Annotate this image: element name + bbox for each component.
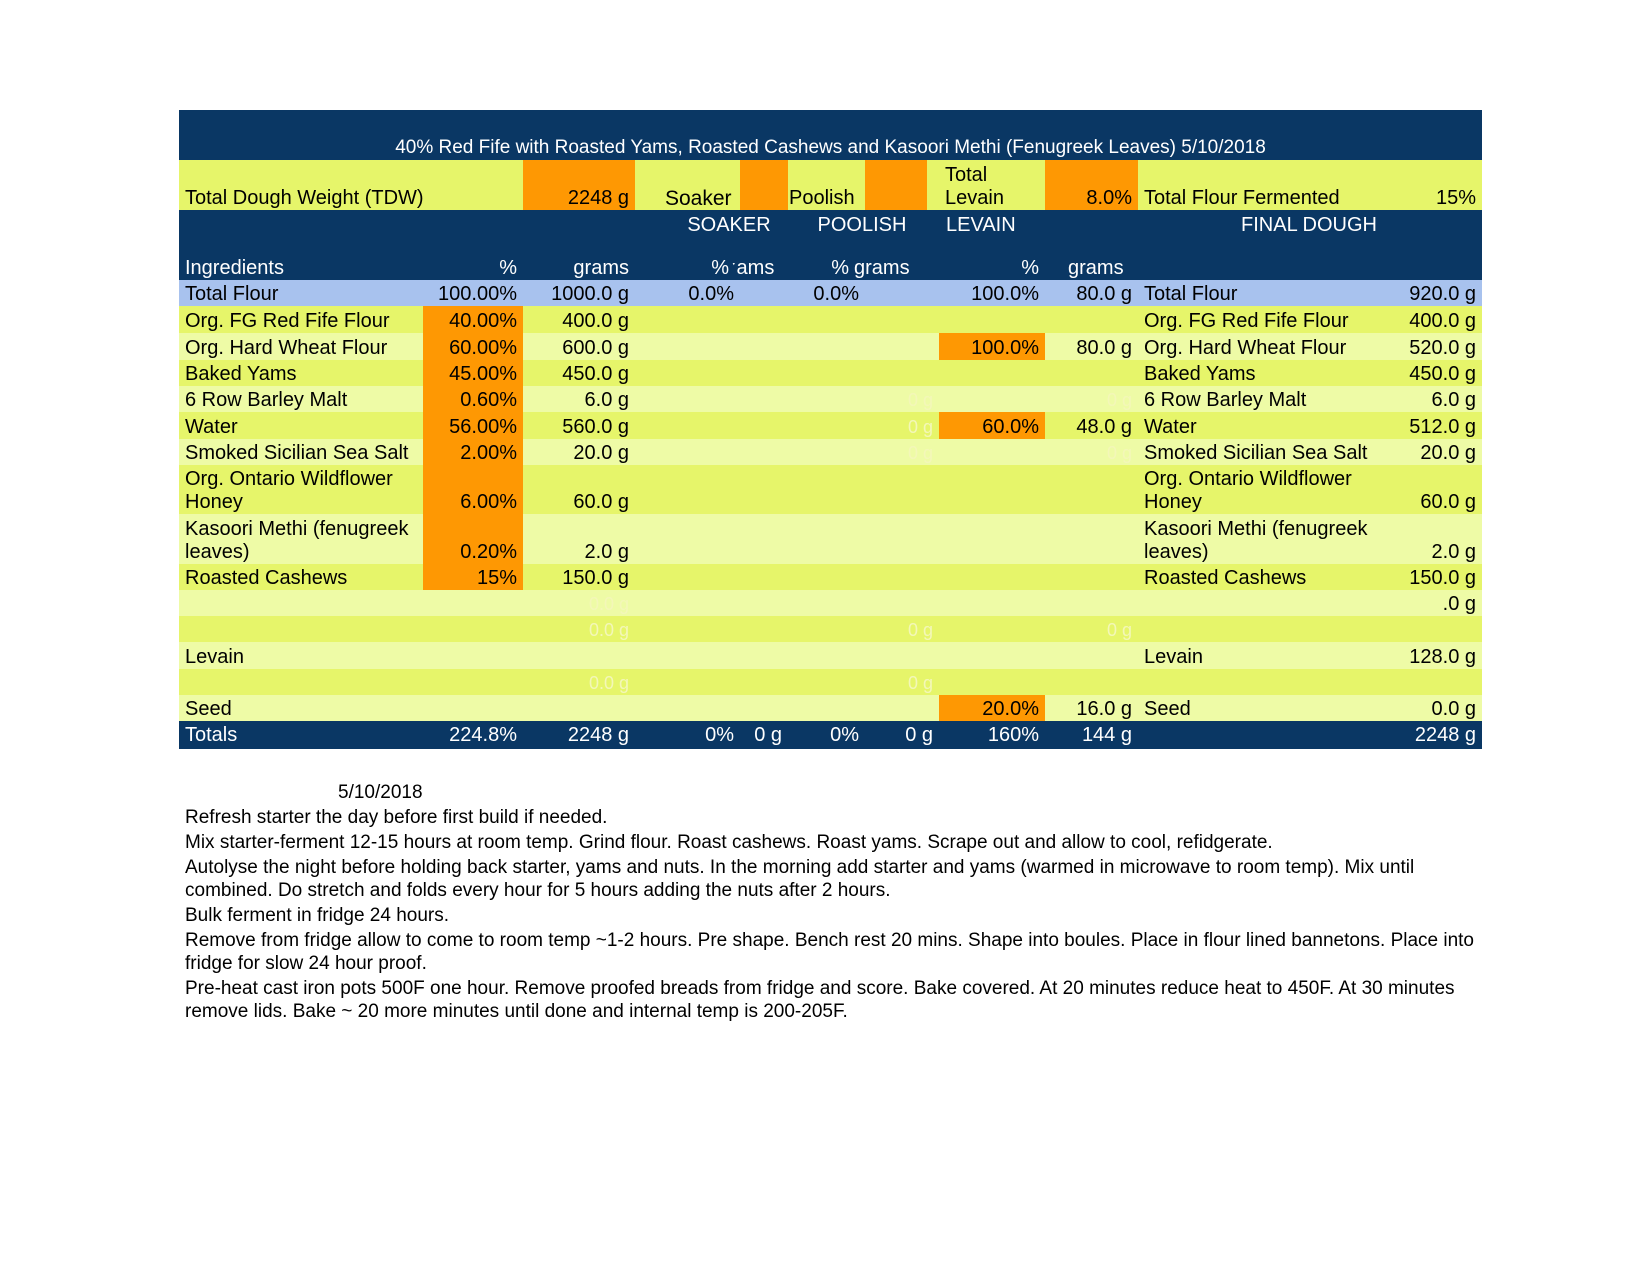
note-line: Autolyse the night before holding back starter, yams and nuts. In the morning add starter and yams (warmed in microwave to room temp). Mix until combined. Do stretch and folds every hour for 5 hours adding the nuts after 2 hours. (185, 857, 1415, 901)
cell-f-name: Org. Hard Wheat Flour (1144, 337, 1347, 359)
cell-f-name: Water (1144, 416, 1197, 438)
cell-pct[interactable]: 45.00% (423, 360, 523, 386)
cell-f-g: 2.0 g (1431, 541, 1476, 563)
cell-f-name: 6 Row Barley Malt (1144, 389, 1307, 411)
totals-poolish-grams: 0 g (905, 723, 933, 746)
cell-s-pct: 0.0% (688, 283, 734, 305)
table-row (179, 514, 1482, 564)
cell-f-name: Roasted Cashews (1144, 567, 1307, 589)
cell-p-pct: 0.0% (813, 283, 859, 305)
table-row (179, 616, 1482, 642)
cell-grams: 20.0 g (573, 442, 629, 464)
cell-pct[interactable]: 40.00% (423, 306, 523, 333)
levain-header: LEVAIN (946, 214, 1016, 236)
totals-final-grams: 2248 g (1414, 723, 1476, 746)
totals-levain-grams: 144 g (1081, 723, 1132, 746)
cell-name: Baked Yams (185, 363, 297, 385)
section-header-row (179, 210, 1482, 280)
note-line: Refresh starter the day before first build if needed. (185, 807, 608, 828)
cell-f-name: Kasoori Methi (fenugreek leaves) (1144, 518, 1368, 563)
table-row (179, 306, 1482, 333)
cell-f-name (1138, 669, 1388, 695)
cell-pct (423, 616, 523, 642)
cell-l-g: 80.0 g (1076, 283, 1132, 305)
cell-name (179, 590, 423, 616)
cell-p-g: 0 g (907, 620, 933, 640)
cell-pct (423, 590, 523, 616)
soaker-label: Soaker (665, 187, 732, 210)
poolish-grams-header: grams (854, 257, 910, 279)
cell-name: Kasoori Methi (fenugreek leaves) (185, 518, 409, 563)
note-line: Bulk ferment in fridge 24 hours. (185, 905, 450, 926)
table-row (179, 439, 1482, 465)
table-row (179, 669, 1482, 695)
cell-f-name: Smoked Sicilian Sea Salt (1144, 442, 1368, 464)
table-row (179, 465, 1482, 514)
poolish-header: POOLISH (817, 214, 907, 236)
cell-grams: 2.0 g (584, 541, 629, 563)
ingredients-header: Ingredients (185, 257, 284, 279)
cell-pct[interactable]: 2.00% (423, 439, 523, 465)
cell-l-g: 16.0 g (1076, 698, 1132, 720)
cell-grams: 560.0 g (562, 416, 629, 438)
table-row (179, 386, 1482, 412)
cell-l-g: 0 g (1106, 390, 1132, 410)
cell-pct (423, 695, 523, 721)
cell-grams: 0.0 g (588, 673, 629, 693)
levain-label: Total Levain (945, 164, 1004, 209)
recipe-title: 40% Red Fife with Roasted Yams, Roasted Cashews and Kasoori Methi (Fenugreek Leaves) 5/10/2018 (179, 110, 1482, 160)
cell-pct (423, 669, 523, 695)
cell-grams: 400.0 g (562, 310, 629, 332)
cell-l-pct[interactable]: 20.0% (939, 695, 1045, 721)
table-row (179, 333, 1482, 360)
cell-f-g: 0.0 g (1431, 698, 1476, 720)
cell-f-g: 6.0 g (1431, 389, 1476, 411)
cell-name: Smoked Sicilian Sea Salt (185, 442, 409, 464)
cell-pct[interactable]: 0.20% (423, 514, 523, 564)
cell-name: Org. FG Red Fife Flour (185, 310, 390, 332)
cell-f-name: Total Flour (1144, 283, 1238, 305)
poolish-input[interactable] (865, 160, 927, 210)
cell-p-g: 0 g (907, 390, 933, 410)
cell-f-g (1388, 669, 1482, 695)
cell-l-pct[interactable]: 60.0% (939, 412, 1045, 439)
cell-l-pct[interactable]: 100.0% (939, 333, 1045, 360)
cell-name (179, 616, 423, 642)
levain-grams-header: grams (1068, 257, 1124, 279)
poolish-pct-header: % (831, 257, 849, 279)
cell-grams: 150.0 g (562, 567, 629, 589)
cell-name: Roasted Cashews (185, 567, 348, 589)
table-row (179, 564, 1482, 590)
cell-f-g (1388, 616, 1482, 642)
tdw-label: Total Dough Weight (TDW) (185, 187, 424, 209)
cell-f-g: 128.0 g (1409, 646, 1476, 668)
notes-date: 5/10/2018 (338, 782, 423, 803)
totals-label: Totals (185, 723, 238, 746)
cell-name: Org. Ontario Wildflower Honey (185, 468, 393, 513)
cell-f-g: 400.0 g (1409, 310, 1476, 332)
totals-levain-pct: 160% (987, 723, 1039, 746)
cell-p-g: 0 g (907, 673, 933, 693)
totals-pct: 224.8% (449, 723, 517, 746)
totals-row (179, 721, 1482, 749)
cell-name (179, 669, 423, 695)
totals-poolish-pct: 0% (830, 723, 859, 746)
cell-f-g: 20.0 g (1420, 442, 1476, 464)
grams-header: grams (573, 257, 629, 279)
table-row (179, 695, 1482, 721)
totals-grams: 2248 g (567, 723, 629, 746)
cell-f-g: 520.0 g (1409, 337, 1476, 359)
cell-f-g: 450.0 g (1409, 363, 1476, 385)
cell-name: Seed (185, 698, 232, 720)
cell-f-name: Org. FG Red Fife Flour (1144, 310, 1349, 332)
cell-pct[interactable]: 15% (423, 564, 523, 590)
ingredient-rows (179, 280, 1482, 721)
final-dough-header: FINAL DOUGH (1241, 214, 1377, 236)
note-line: Mix starter-ferment 12-15 hours at room temp. Grind flour. Roast cashews. Roast yams. Scrape out and allow to cool, refidgerate. (185, 832, 1273, 853)
cell-name: Org. Hard Wheat Flour (185, 337, 388, 359)
cell-f-g: 512.0 g (1409, 416, 1476, 438)
cell-pct[interactable]: 60.00% (423, 333, 523, 360)
table-row (179, 360, 1482, 386)
cell-pct[interactable]: 56.00% (423, 412, 523, 439)
fermented-value: 15% (1435, 187, 1476, 209)
poolish-label: Poolish (789, 187, 855, 209)
soaker-grams-header: ˑams (731, 257, 775, 279)
cell-l-g: 0 g (1106, 620, 1132, 640)
summary-row (179, 160, 1482, 210)
table-row (179, 412, 1482, 439)
cell-f-g: .0 g (1442, 593, 1476, 615)
method-notes (185, 806, 1485, 1025)
cell-grams: 600.0 g (562, 337, 629, 359)
cell-pct[interactable]: 6.00% (423, 465, 523, 514)
soaker-pct-header: % (711, 257, 729, 279)
cell-l-pct: 100.0% (971, 283, 1039, 305)
cell-p-g: 0 g (907, 443, 933, 463)
cell-f-g: 920.0 g (1409, 283, 1476, 305)
cell-f-name (1138, 616, 1388, 642)
cell-grams: 0.0 g (588, 594, 629, 614)
levain-value[interactable]: 8.0% (1045, 160, 1138, 210)
note-line: Remove from fridge allow to come to room temp ~1-2 hours. Pre shape. Bench rest 20 mins. Shape into boules. Place in flour lined bannetons. Place into fridge for slow 24 hour proof. (185, 930, 1475, 974)
cell-name: Levain (185, 646, 244, 668)
levain-pct-header: % (1021, 257, 1039, 279)
soaker-header: SOAKER (687, 214, 771, 236)
cell-f-name: Org. Ontario Wildflower Honey (1144, 468, 1352, 513)
fermented-label: Total Flour Fermented (1144, 187, 1340, 209)
pct-header: % (499, 257, 517, 279)
soaker-input[interactable] (740, 160, 788, 210)
cell-grams: 60.0 g (573, 491, 629, 513)
cell-name: 6 Row Barley Malt (185, 389, 348, 411)
cell-l-g: 0 g (1106, 443, 1132, 463)
cell-pct: 100.00% (438, 283, 517, 305)
cell-f-g: 60.0 g (1420, 491, 1476, 513)
cell-f-name: Baked Yams (1144, 363, 1256, 385)
cell-name: Water (185, 416, 238, 438)
cell-f-name: Levain (1144, 646, 1203, 668)
cell-f-name (1138, 590, 1388, 616)
totals-soaker-grams: 0 g (754, 723, 782, 746)
table-row (179, 280, 1482, 306)
recipe-spreadsheet (179, 110, 1482, 749)
cell-f-g: 150.0 g (1409, 567, 1476, 589)
totals-soaker-pct: 0% (705, 723, 734, 746)
cell-pct (423, 642, 523, 669)
cell-pct[interactable]: 0.60% (423, 386, 523, 412)
cell-p-g: 0 g (907, 417, 933, 437)
cell-grams: 450.0 g (562, 363, 629, 385)
cell-grams (523, 642, 635, 669)
cell-grams: 1000.0 g (551, 283, 629, 305)
note-line: Pre-heat cast iron pots 500F one hour. Remove proofed breads from fridge and score. Bake covered. At 20 minutes reduce heat to 450F. At 30 minutes remove lids. Bake ~ 20 more minutes until done and internal temp is 200-205F. (185, 978, 1455, 1022)
cell-l-g: 48.0 g (1076, 416, 1132, 438)
cell-grams: 0.0 g (588, 620, 629, 640)
table-row (179, 590, 1482, 616)
tdw-value: 2248 g (523, 160, 635, 210)
table-row (179, 642, 1482, 669)
cell-grams: 6.0 g (584, 389, 629, 411)
cell-name: Total Flour (185, 283, 279, 305)
cell-grams (523, 695, 635, 721)
cell-f-name: Seed (1144, 698, 1191, 720)
cell-l-g: 80.0 g (1076, 337, 1132, 359)
